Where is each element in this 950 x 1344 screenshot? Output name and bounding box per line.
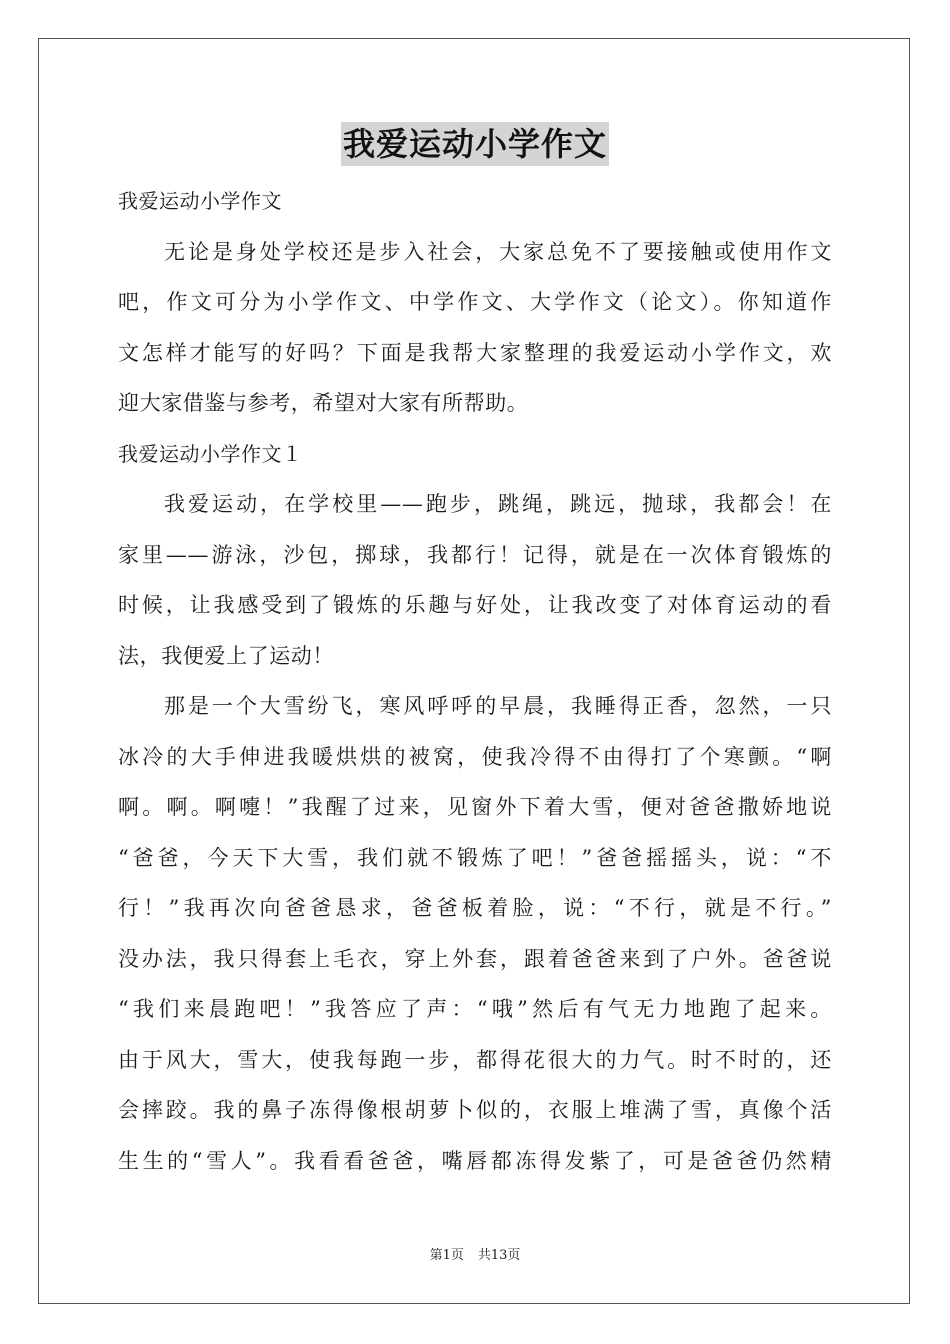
paragraph-line: 行！”我再次向爸爸恳求，爸爸板着脸，说：“不行，就是不行。” [118,896,832,920]
title-container [0,122,950,166]
paragraph-line: 我爱运动，在学校里——跑步，跳绳，跳远，抛球，我都会！在 [164,492,832,516]
paragraph-line: “我们来晨跑吧！”我答应了声：“哦”然后有气无力地跑了起来。 [118,997,832,1021]
document-subtitle: 我爱运动小学作文 [118,189,282,213]
paragraph-line: “爸爸，今天下大雪，我们就不锻炼了吧！”爸爸摇摇头，说：“不 [118,845,832,870]
page-total: 共13页 [477,1248,521,1263]
paragraph-line: 时候，让我感受到了锻炼的乐趣与好处，让我改变了对体育运动的看 [118,593,832,617]
paragraph-line: 由于风大，雪大，使我每跑一步，都得花很大的力气。时不时的，还 [118,1047,832,1072]
document-body [118,176,832,1186]
intro-line: 无论是身处学校还是步入社会，大家总免不了要接触或使用作文 [164,239,832,264]
paragraph-line: 法，我便爱上了运动！ [118,643,334,668]
intro-line: 迎大家借鉴与参考，希望对大家有所帮助。 [118,391,529,415]
paragraph-line: 啊。啊。啊嚏！”我醒了过来，见窗外下着大雪，便对爸爸撒娇地说 [118,795,832,819]
section-heading: 我爱运动小学作文１ [118,441,303,466]
paragraph-line: 冰冷的大手伸进我暖烘烘的被窝，使我冷得不由得打了个寒颤。“啊 [118,744,832,769]
intro-line: 吧，作文可分为小学作文、中学作文、大学作文（论文）。你知道作 [118,290,832,314]
paragraph-line: 那是一个大雪纷飞，寒风呼呼的早晨，我睡得正香，忽然，一只 [164,694,832,718]
paragraph-line: 家里——游泳，沙包，掷球，我都行！记得，就是在一次体育锻炼的 [118,542,832,567]
paragraph-line: 生生的“雪人”。我看看爸爸，嘴唇都冻得发紫了，可是爸爸仍然精 [118,1148,832,1173]
intro-line: 文怎样才能写的好吗？下面是我帮大家整理的我爱运动小学作文，欢 [118,340,832,365]
paragraph-line: 没办法，我只得套上毛衣，穿上外套，跟着爸爸来到了户外。爸爸说 [118,946,832,971]
page-number: 第1页 [429,1248,464,1263]
paragraph-line: 会摔跤。我的鼻子冻得像根胡萝卜似的，衣服上堆满了雪，真像个活 [118,1098,832,1122]
document-title: 我爱运动小学作文 [341,122,609,166]
page-footer [0,1247,950,1265]
